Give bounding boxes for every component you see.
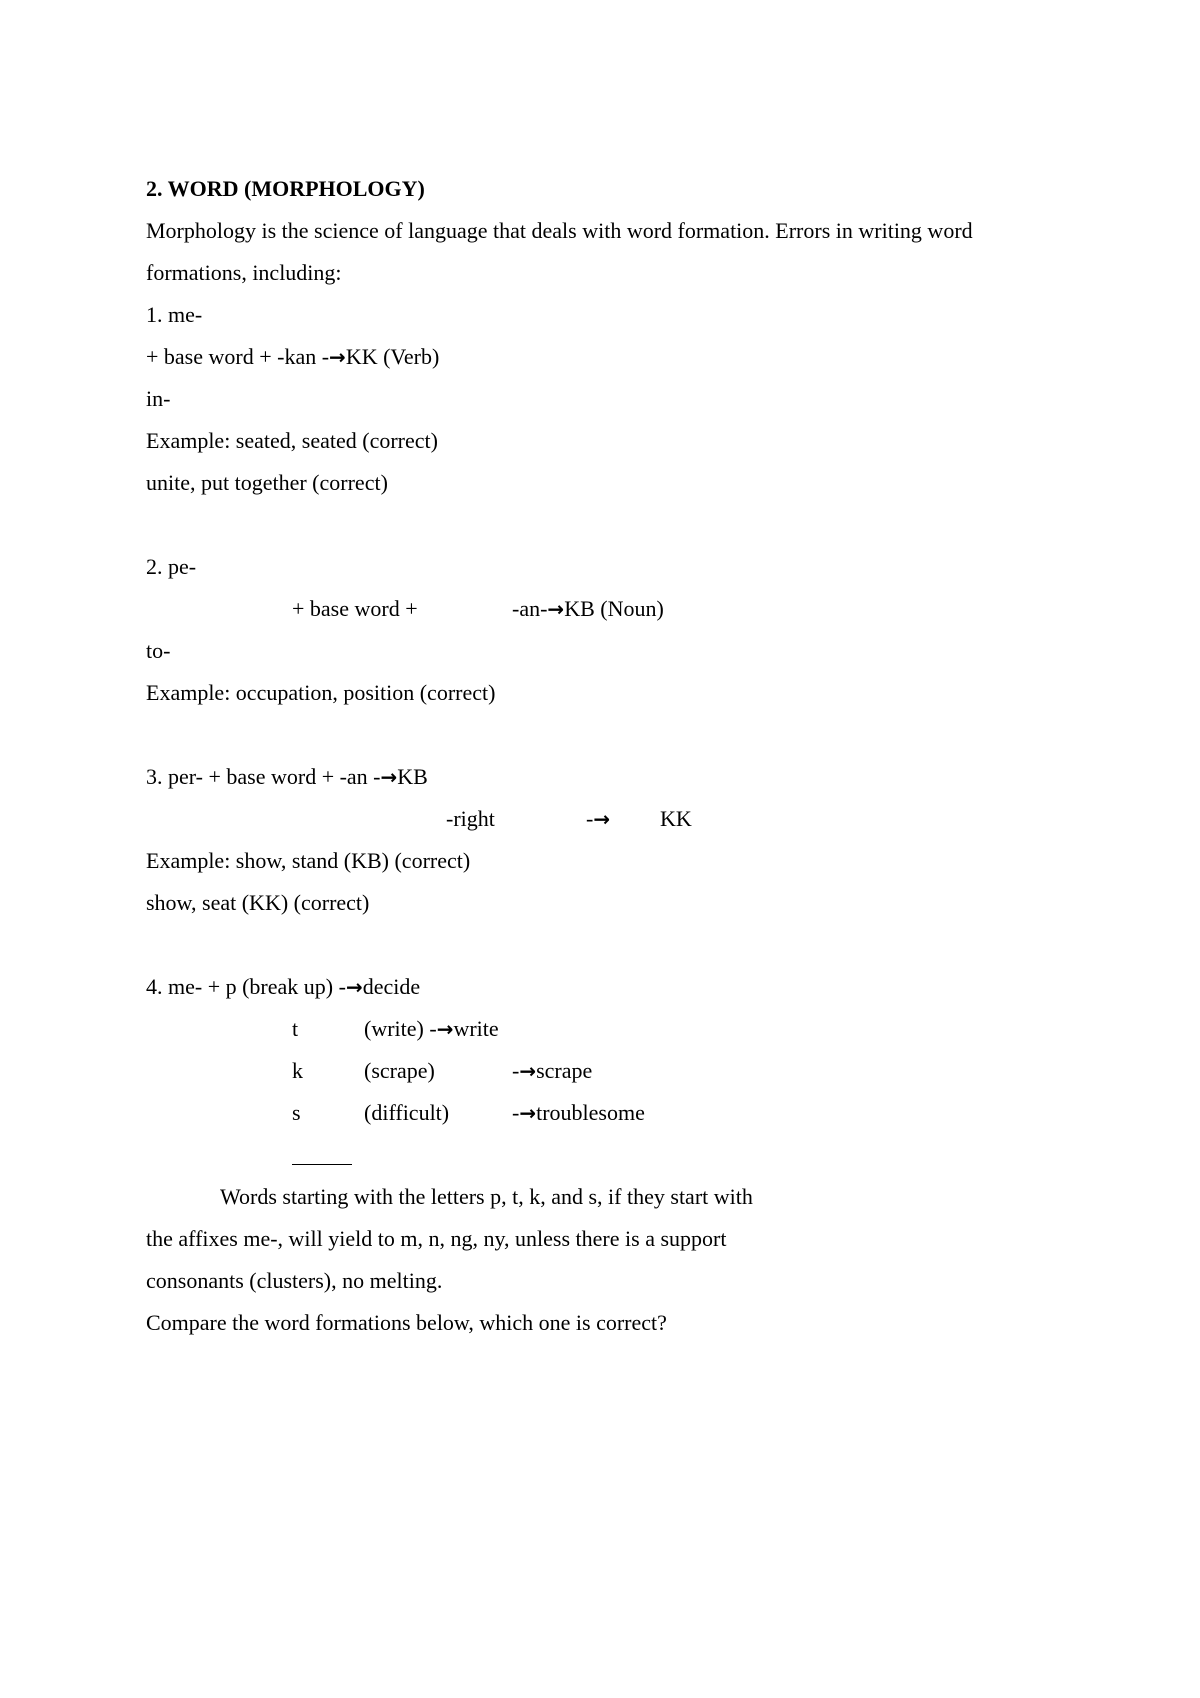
right-arrow-icon: → xyxy=(519,1101,537,1125)
section2-suffix-an: -an- xyxy=(512,596,548,621)
section2-prefix-to: to- xyxy=(146,638,171,663)
section3-example-2: show, seat (KK) (correct) xyxy=(146,890,370,915)
section4-row-t-result: write xyxy=(453,1016,499,1041)
section4-row-k-dash: - xyxy=(512,1058,520,1083)
section-heading: 2. WORD (MORPHOLOGY) xyxy=(146,176,425,201)
section4-row-t-letter: t xyxy=(292,1016,299,1041)
section1-title: 1. me- xyxy=(146,302,203,327)
section2-title: 2. pe- xyxy=(146,554,197,579)
section4-row-s-dash: - xyxy=(512,1100,520,1125)
section3-example-1: Example: show, stand (KB) (correct) xyxy=(146,848,471,873)
right-arrow-icon: → xyxy=(329,345,346,369)
section1-example-2: unite, put together (correct) xyxy=(146,470,388,495)
section1-formula-right: KK (Verb) xyxy=(345,344,440,369)
section3-formula-result: KB xyxy=(397,764,428,789)
section3-formula xyxy=(146,764,428,790)
right-arrow-icon: → xyxy=(436,1017,454,1041)
section3-formula-left: 3. per- + base word + -an - xyxy=(146,764,381,789)
section4-row-k-gloss: (scrape) xyxy=(364,1058,435,1083)
note-line-3: consonants (clusters), no melting. xyxy=(146,1268,443,1293)
right-arrow-icon: → xyxy=(380,765,398,789)
section4-row-s-letter: s xyxy=(292,1100,301,1125)
section4-row-k-letter: k xyxy=(292,1058,303,1083)
section2-formula-mid: + base word + xyxy=(292,596,418,621)
right-arrow-icon: → xyxy=(547,597,565,621)
section4-row-s-result-group xyxy=(512,1100,645,1126)
right-arrow-icon: → xyxy=(519,1059,537,1083)
section2-formula-suffix xyxy=(512,596,664,622)
section3-alt-suffix: -right xyxy=(446,806,495,831)
intro-text-line-1: Morphology is the science of language that deals with word formation. Errors in writing word xyxy=(146,218,973,243)
right-arrow-icon: → xyxy=(345,975,363,999)
section4-row-k-result: scrape xyxy=(536,1058,593,1083)
section4-row-s-result: troublesome xyxy=(536,1100,645,1125)
section4-formula xyxy=(146,974,420,1000)
section4-row-t-gloss-text: (write) - xyxy=(364,1016,437,1041)
section4-formula-left: 4. me- + p (break up) - xyxy=(146,974,346,999)
compare-question: Compare the word formations below, which one is correct? xyxy=(146,1310,667,1335)
note-line-2: the affixes me-, will yield to m, n, ng, ny, unless there is a support xyxy=(146,1226,727,1251)
note-line-1: Words starting with the letters p, t, k, and s, if they start with xyxy=(220,1184,753,1209)
intro-text-line-2: formations, including: xyxy=(146,260,342,285)
section4-formula-result: decide xyxy=(362,974,421,999)
right-arrow-icon: → xyxy=(593,807,611,831)
section3-alt-arrow xyxy=(586,806,610,832)
section1-formula xyxy=(146,344,439,370)
section2-formula-result: KB (Noun) xyxy=(564,596,664,621)
divider-rule xyxy=(292,1164,352,1165)
section1-example-1: Example: seated, seated (correct) xyxy=(146,428,438,453)
section3-alt-result: KK xyxy=(660,806,692,831)
section3-alt-dash: - xyxy=(586,806,594,831)
section4-row-k-result-group xyxy=(512,1058,592,1084)
section4-row-t-gloss xyxy=(364,1016,499,1042)
section2-example-1: Example: occupation, position (correct) xyxy=(146,680,496,705)
section1-prefix-in: in- xyxy=(146,386,171,411)
section4-row-s-gloss: (difficult) xyxy=(364,1100,450,1125)
section1-formula-left: + base word + -kan - xyxy=(146,344,330,369)
